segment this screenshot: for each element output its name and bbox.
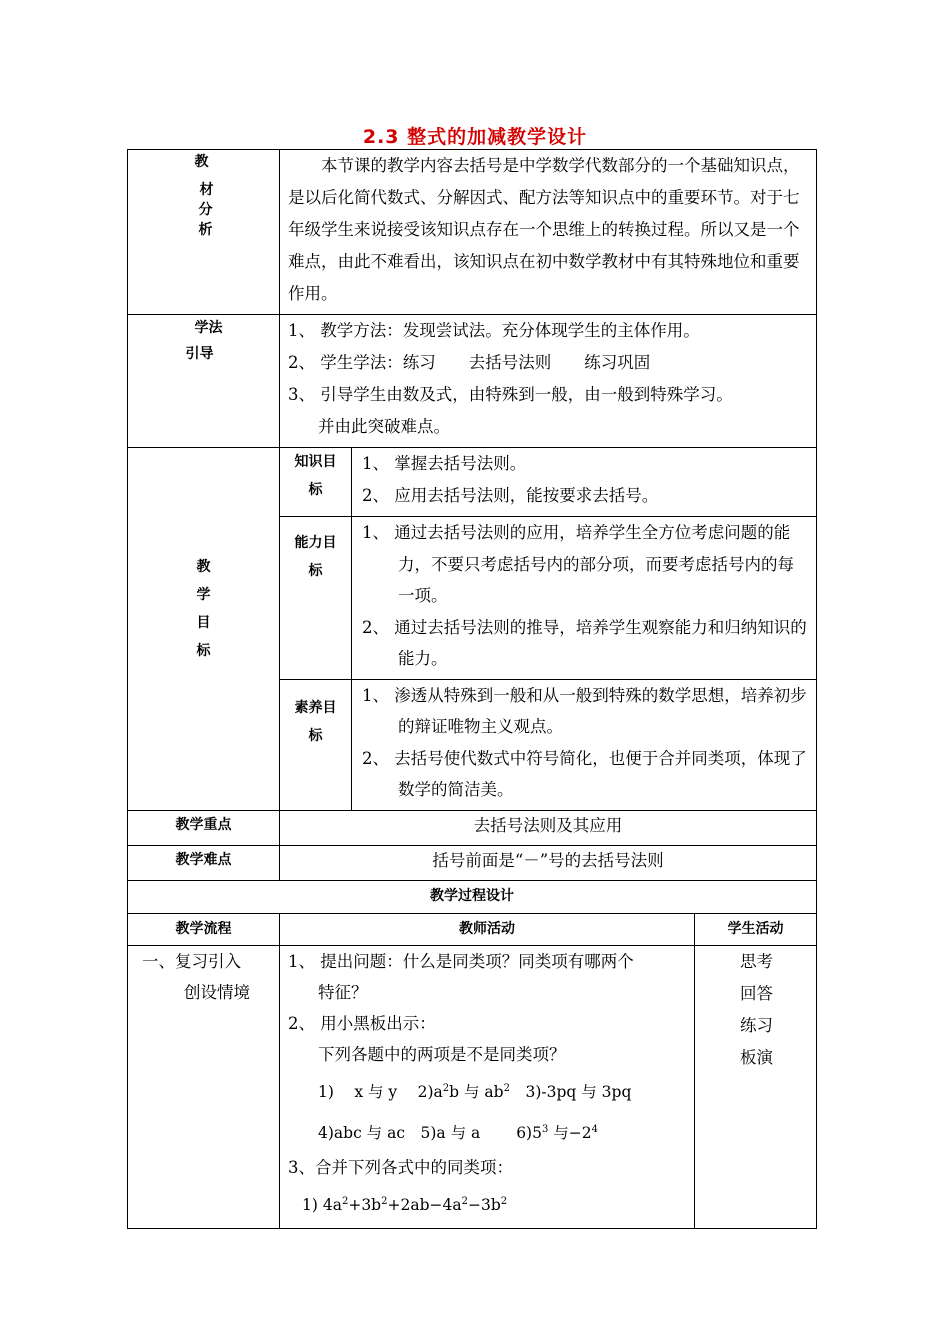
student-activity: 板演 (740, 1047, 773, 1067)
knowledge-label-1: 知识目 (294, 454, 337, 470)
goals-label-char: 学 (196, 586, 211, 603)
knowledge-item: 1、 掌握去括号法则。 (362, 454, 527, 473)
difficulty-text: 括号前面是“－”号的去括号法则 (432, 850, 664, 870)
method-item: 2、 学生学法：练习 去括号法则 练习巩固 (288, 353, 651, 372)
material-label-char: 分 (198, 202, 213, 218)
material-row (128, 150, 817, 315)
quality-item: 2、 去括号使代数式中符号简化，也便于合并同类项，体现了数学的简洁美。 (362, 748, 807, 799)
student-activity: 练习 (740, 1015, 773, 1035)
key-point-text-cell (280, 810, 817, 845)
student-activity: 思考 (740, 951, 773, 971)
ability-label-cell (280, 517, 352, 680)
method-label-2: 引导 (185, 346, 214, 362)
student-activity: 回答 (740, 983, 773, 1003)
knowledge-item: 2、 应用去括号法则，能按要求去括号。 (362, 486, 659, 505)
process-header-row (128, 880, 817, 913)
exercise-line-2: 4)abc 与 ac 5)a 与 a $6)5^3$ 与$-2^4$ (318, 1123, 599, 1142)
process-columns-row (128, 913, 817, 945)
method-item: 3、 引导学生由数及式，由特殊到一般，由一般到特殊学习。 (288, 385, 733, 404)
col-flow: 教学流程 (175, 920, 232, 937)
method-label-1: 学法 (194, 320, 223, 336)
difficulty-label: 教学难点 (175, 851, 232, 868)
goals-label-char: 标 (196, 642, 211, 659)
col-teacher-cell (280, 913, 695, 945)
difficulty-row (128, 845, 817, 880)
knowledge-label-2: 标 (308, 482, 323, 498)
lesson-plan-table (127, 149, 817, 1229)
goals-label-char: 目 (196, 614, 211, 631)
flow-cell (128, 945, 280, 1228)
key-point-text: 去括号法则及其应用 (473, 815, 623, 835)
ability-text-cell (352, 517, 817, 680)
goals-label-char: 教 (196, 558, 211, 575)
flow-step-1: 一、复习引入 (142, 951, 241, 971)
teacher-q1: 1、 提出问题：什么是同类项？同类项有哪两个 (288, 951, 634, 971)
teacher-q3: 3、合并下列各式中的同类项： (288, 1157, 513, 1177)
difficulty-text-cell (280, 845, 817, 880)
flow-step-2: 创设情境 (184, 982, 250, 1002)
material-label-char: 析 (198, 222, 213, 238)
teacher-activity-cell (280, 945, 695, 1228)
ability-item: 1、 通过去括号法则的应用，培养学生全方位考虑问题的能力，不要只考虑括号内的部分项，而要考虑括号内的每一项。 (362, 523, 794, 605)
material-text-cell (280, 150, 817, 315)
quality-label-2: 标 (308, 727, 323, 744)
knowledge-label-cell (280, 448, 352, 517)
col-flow-cell (128, 913, 280, 945)
method-label-cell (128, 315, 280, 448)
material-label-char: 材 (199, 182, 214, 198)
teacher-q2-intro: 下列各题中的两项是不是同类项？ (318, 1044, 566, 1064)
process-header-cell (128, 880, 817, 913)
col-teacher: 教师活动 (459, 920, 515, 937)
ability-item: 2、 通过去括号法则的推导，培养学生观察能力和归纳知识的能力。 (362, 617, 807, 668)
teacher-q1-cont: 特征？ (318, 982, 368, 1002)
exercise-line-1: 1) x 与 y $2)a^2b$ 与 $ab^2$ 3)-3pq 与 3pq (318, 1082, 632, 1101)
process-header: 教学过程设计 (430, 887, 514, 904)
method-item-cont: 并由此突破难点。 (318, 417, 450, 436)
ability-label-2: 标 (308, 563, 323, 579)
difficulty-label-cell (128, 845, 280, 880)
material-label-char: 教 (194, 154, 209, 170)
method-item: 1、 教学方法：发现尝试法。充分体现学生的主体作用。 (288, 321, 700, 340)
page-title: 2.3 整式的加减教学设计 (362, 126, 588, 148)
knowledge-text-cell (352, 448, 817, 517)
teacher-q2: 2、 用小黑板出示： (288, 1013, 436, 1033)
quality-label-cell (280, 679, 352, 810)
student-activity-cell (695, 945, 817, 1228)
exercise-line-3: 1) $4a^2+3b^2+2ab-4a^2-3b^2$ (302, 1195, 508, 1214)
material-label-cell (128, 150, 280, 315)
process-step-row (128, 945, 817, 1228)
key-point-label: 教学重点 (175, 816, 232, 833)
material-text: 本节课的教学内容去括号是中学数学代数部分的一个基础知识点，是以后化简代数式、分解因式、配方法等知识点中的重要环节。对于七年级学生来说接受该知识点存在一个思维上的转换过程。所以又是一个难点，由此不难看出，该知识点在初中数学教材中有其特殊地位和重要作用。 (288, 156, 800, 303)
ability-label-1: 能力目 (294, 535, 337, 551)
key-point-row (128, 810, 817, 845)
key-point-label-cell (128, 810, 280, 845)
quality-text-cell (352, 679, 817, 810)
col-student-cell (695, 913, 817, 945)
col-student: 学生活动 (727, 920, 784, 937)
goals-label-cell (128, 448, 280, 811)
quality-item: 1、 渗透从特殊到一般和从一般到特殊的数学思想，培养初步的辩证唯物主义观点。 (362, 685, 807, 736)
quality-label-1: 素养目 (294, 699, 337, 716)
method-row (128, 315, 817, 448)
knowledge-goal-row (128, 448, 817, 517)
method-text-cell (280, 315, 817, 448)
